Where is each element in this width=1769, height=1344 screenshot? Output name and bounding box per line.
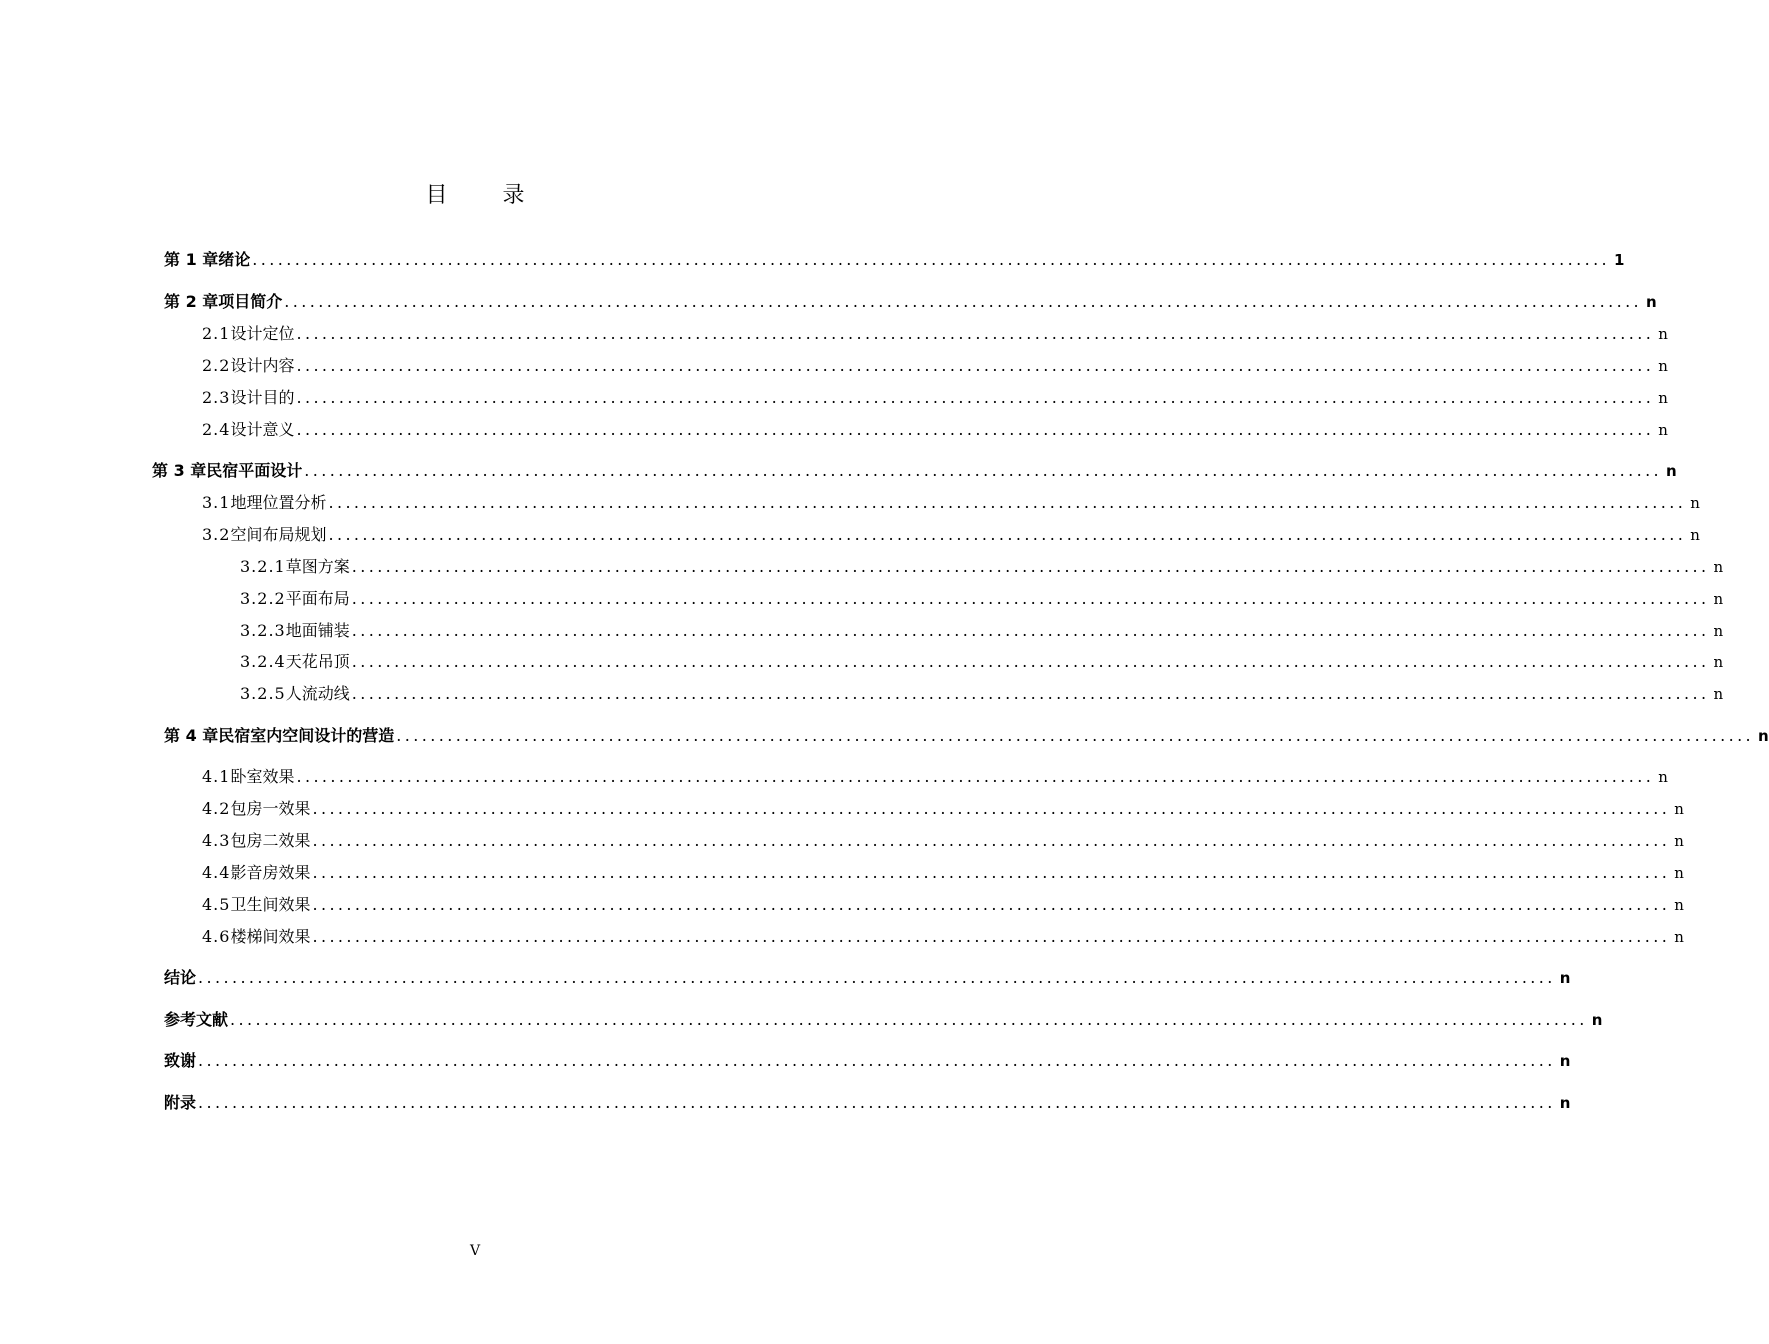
toc-entry-page-number: n xyxy=(1758,727,1769,745)
toc-entry-label: 民宿室内空间设计的营造 xyxy=(218,726,395,745)
toc-entry-number: 2.1 xyxy=(202,324,231,343)
toc-entry xyxy=(240,650,1724,674)
toc-entry-page-number: n xyxy=(1658,389,1668,407)
toc-entry-number: 2.4 xyxy=(202,420,231,439)
toc-entry-number: 3.2.5 xyxy=(240,684,286,703)
toc-entry-number: 4.5 xyxy=(202,895,231,914)
toc-entry-page-number: n xyxy=(1666,462,1677,480)
dot-leader: ................................................................................................................................................................ xyxy=(328,525,1687,544)
dot-leader: ................................................................................................................................................................ xyxy=(396,726,1755,745)
toc-entry-label: 草图方案 xyxy=(285,557,350,576)
toc-entry-label: 绪论 xyxy=(218,250,251,269)
dot-leader: ................................................................................................................................................................ xyxy=(312,895,1671,914)
toc-entry-label: 致谢 xyxy=(164,1051,197,1070)
dot-leader: ................................................................................................................................................................ xyxy=(296,388,1655,407)
toc-entry-number: 4.6 xyxy=(202,927,231,946)
toc-entry-label: 设计定位 xyxy=(230,324,295,343)
dot-leader: ................................................................................................................................................................ xyxy=(351,621,1710,640)
toc-entry xyxy=(164,1091,1571,1115)
toc-entry xyxy=(240,619,1724,643)
toc-entry-page-number: n xyxy=(1690,494,1700,512)
toc-entry xyxy=(202,386,1668,410)
toc-entry-number: 3.2.3 xyxy=(240,621,286,640)
dot-leader: ................................................................................................................................................................ xyxy=(296,767,1655,786)
toc-entry-number: 3.2 xyxy=(202,525,231,544)
toc-entry-page-number: n xyxy=(1658,357,1668,375)
toc-entry-number: 第 2 章 xyxy=(164,292,219,311)
toc-entry-label: 项目简介 xyxy=(218,292,283,311)
toc-entry-number: 3.1 xyxy=(202,493,231,512)
toc-entry-label: 卧室效果 xyxy=(230,767,295,786)
toc-entry-page-number: n xyxy=(1674,864,1684,882)
toc-entry-label: 天花吊顶 xyxy=(285,652,350,671)
dot-leader: ................................................................................................................................................................ xyxy=(351,557,1710,576)
dot-leader: ................................................................................................................................................................ xyxy=(304,461,1663,480)
toc-entry-label: 设计意义 xyxy=(230,420,295,439)
toc-entry-label: 空间布局规划 xyxy=(230,525,327,544)
toc-entry-number: 第 1 章 xyxy=(164,250,219,269)
page-number-footer: V xyxy=(469,1243,481,1259)
toc-entry xyxy=(202,354,1668,378)
toc-entry-page-number: n xyxy=(1658,421,1668,439)
toc-entry-label: 包房二效果 xyxy=(230,831,311,850)
toc-entry xyxy=(240,555,1724,579)
toc-entry xyxy=(164,1008,1603,1032)
toc-entry-label: 卫生间效果 xyxy=(230,895,311,914)
toc-entry-page-number: n xyxy=(1658,325,1668,343)
toc-entry-label: 楼梯间效果 xyxy=(230,927,311,946)
toc-entry-label: 包房一效果 xyxy=(230,799,311,818)
toc-entry xyxy=(202,893,1684,917)
toc-entry-number: 4.3 xyxy=(202,831,231,850)
toc-entry-page-number: n xyxy=(1559,969,1571,987)
dot-leader: ................................................................................................................................................................ xyxy=(230,1010,1588,1029)
toc-entry xyxy=(164,1049,1571,1073)
toc-entry xyxy=(164,290,1657,314)
toc-entry-label: 地面铺装 xyxy=(285,621,350,640)
toc-entry-number: 2.3 xyxy=(202,388,231,407)
toc-entry-page-number: n xyxy=(1674,928,1684,946)
toc-entry-number: 第 4 章 xyxy=(164,726,219,745)
dot-leader: ................................................................................................................................................................ xyxy=(296,324,1655,343)
toc-entry-page-number: n xyxy=(1646,293,1657,311)
toc-entry-label: 设计内容 xyxy=(230,356,295,375)
toc-entry-number: 3.2.2 xyxy=(240,589,286,608)
toc-entry-label: 附录 xyxy=(164,1093,197,1112)
toc-entry xyxy=(202,861,1684,885)
toc-entry-page-number: n xyxy=(1713,558,1724,576)
dot-leader: ................................................................................................................................................................ xyxy=(284,292,1643,311)
toc-entry-page-number: n xyxy=(1713,685,1724,703)
toc-entry xyxy=(202,418,1668,442)
dot-leader: ................................................................................................................................................................ xyxy=(312,927,1671,946)
dot-leader: ................................................................................................................................................................ xyxy=(198,1051,1556,1070)
dot-leader: ................................................................................................................................................................ xyxy=(296,420,1655,439)
toc-entry xyxy=(164,966,1571,990)
toc-entry-page-number: n xyxy=(1658,768,1668,786)
toc-entry-number: 第 3 章 xyxy=(152,461,207,480)
toc-entry-number: 4.1 xyxy=(202,767,231,786)
toc-entry-label: 人流动线 xyxy=(285,684,350,703)
toc-entry xyxy=(202,491,1700,515)
toc-entry-label: 民宿平面设计 xyxy=(206,461,303,480)
toc-entry xyxy=(164,248,1625,272)
toc-entry-page-number: n xyxy=(1713,622,1724,640)
toc-entry-page-number: n xyxy=(1559,1094,1571,1112)
toc-title: 目 录 xyxy=(425,183,549,208)
toc-entry-page-number: n xyxy=(1713,590,1724,608)
toc-entry xyxy=(202,829,1684,853)
toc-entry-label: 平面布局 xyxy=(285,589,350,608)
dot-leader: ................................................................................................................................................................ xyxy=(351,589,1710,608)
toc-entry-number: 4.2 xyxy=(202,799,231,818)
dot-leader: ................................................................................................................................................................ xyxy=(312,863,1671,882)
toc-entry xyxy=(164,724,1769,748)
dot-leader: ................................................................................................................................................................ xyxy=(296,356,1655,375)
dot-leader: ................................................................................................................................................................ xyxy=(328,493,1687,512)
toc-entry xyxy=(202,925,1684,949)
dot-leader: ................................................................................................................................................................ xyxy=(312,831,1671,850)
toc-entry-label: 影音房效果 xyxy=(230,863,311,882)
toc-entry xyxy=(202,765,1668,789)
toc-entry xyxy=(240,587,1724,611)
toc-entry-number: 2.2 xyxy=(202,356,231,375)
toc-entry-number: 3.2.1 xyxy=(240,557,286,576)
toc-entry-label: 设计目的 xyxy=(230,388,295,407)
toc-entry-page-number: n xyxy=(1559,1052,1571,1070)
dot-leader: ................................................................................................................................................................ xyxy=(198,1093,1556,1112)
toc-entry-label: 结论 xyxy=(164,968,197,987)
toc-entry-label: 参考文献 xyxy=(164,1010,229,1029)
toc-entry-number: 4.4 xyxy=(202,863,231,882)
toc-entry-page-number: n xyxy=(1713,653,1724,671)
toc-entry xyxy=(240,682,1724,706)
toc-entry xyxy=(202,523,1700,547)
toc-entry-label: 地理位置分析 xyxy=(230,493,327,512)
toc-entry-page-number: n xyxy=(1674,800,1684,818)
dot-leader: ................................................................................................................................................................ xyxy=(252,250,1611,269)
dot-leader: ................................................................................................................................................................ xyxy=(351,684,1710,703)
toc-entry-page-number: n xyxy=(1690,526,1700,544)
dot-leader: ................................................................................................................................................................ xyxy=(198,968,1556,987)
dot-leader: ................................................................................................................................................................ xyxy=(312,799,1671,818)
toc-entry-page-number: n xyxy=(1591,1011,1603,1029)
toc-entry-number: 3.2.4 xyxy=(240,652,286,671)
toc-entry xyxy=(152,459,1677,483)
toc-entry xyxy=(202,797,1684,821)
toc-entry-page-number: n xyxy=(1674,896,1684,914)
toc-entry-page-number: 1 xyxy=(1614,251,1625,269)
toc-entry-page-number: n xyxy=(1674,832,1684,850)
dot-leader: ................................................................................................................................................................ xyxy=(351,652,1710,671)
toc-entry xyxy=(202,322,1668,346)
